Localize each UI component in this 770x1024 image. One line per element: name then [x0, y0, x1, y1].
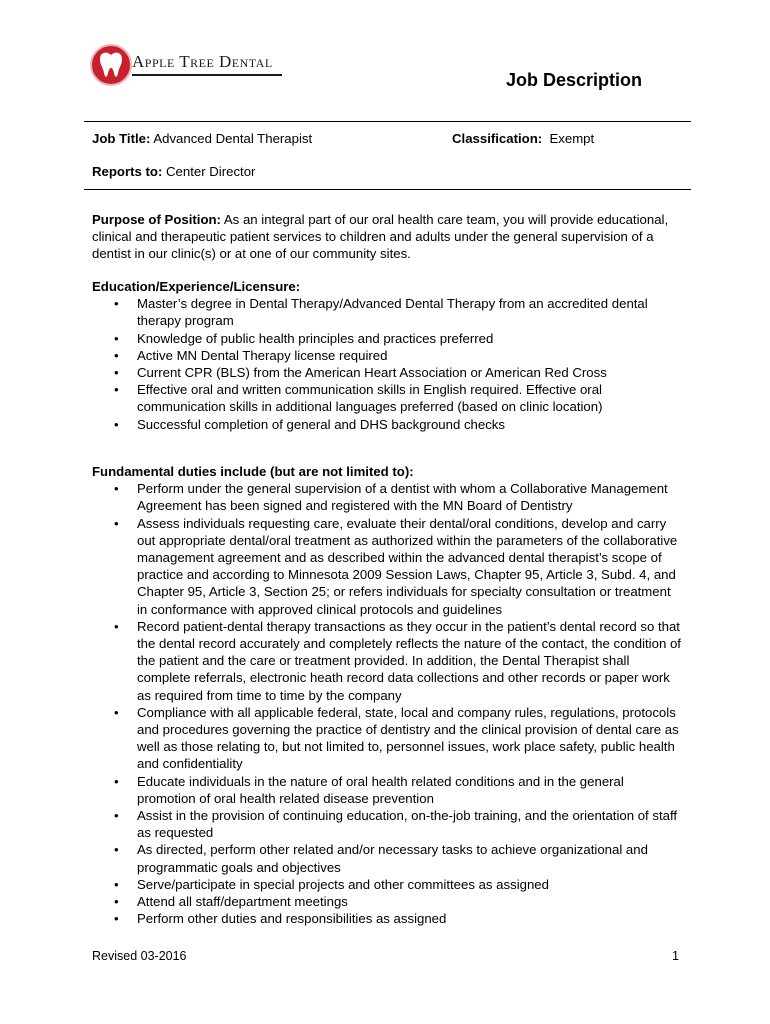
- job-title-field: [92, 131, 312, 146]
- duties-heading: Fundamental duties include (but are not limited to):: [92, 464, 414, 479]
- document-title: Job Description: [505, 70, 642, 90]
- reports-to-label: Reports to:: [92, 164, 163, 179]
- logo-underline: [132, 74, 282, 76]
- list-item: • Knowledge of public health principles and practices preferred: [92, 330, 682, 347]
- logo-wordmark: Apple Tree Dental: [132, 52, 273, 71]
- list-item: • Successful completion of general and DHS background checks: [92, 416, 682, 433]
- job-title-label: Job Title:: [92, 131, 151, 146]
- education-heading: Education/Experience/Licensure:: [92, 279, 301, 294]
- list-item: • Educate individuals in the nature of oral health related conditions and in the general promotion of oral health related disease prevention: [92, 773, 682, 807]
- list-item: • Serve/participate in special projects and other committees as assigned: [92, 876, 682, 893]
- purpose-section: [92, 211, 682, 263]
- reports-to-field: [92, 164, 255, 179]
- list-item: • As directed, perform other related and/or necessary tasks to achieve organizational and programmatic goals and objectives: [92, 841, 682, 875]
- job-title-value: Advanced Dental Therapist: [153, 131, 313, 146]
- page-number: 1: [672, 949, 679, 963]
- top-divider: [84, 121, 691, 122]
- list-item: • Record patient-dental therapy transactions as they occur in the patient’s dental record so that the dental record accurately and completely reflects the nature of the contact, the condition of the patient and the care or treatment provided. In addition, the Dental Therapist shall complete referrals, electronic heath record data collections and other records or paper work as required from time to time by the company: [92, 618, 682, 704]
- list-item: • Effective oral and written communication skills in English required. Effective oral communication skills in additional languages preferred (based on clinic location): [92, 381, 682, 415]
- list-item: • Perform other duties and responsibilities as assigned: [92, 910, 682, 927]
- list-item: • Compliance with all applicable federal, state, local and company rules, regulations, protocols and procedures governing the practice of dentistry and the clinical provision of dental care as well as those relating to, but not limited to, personnel issues, work place safety, public health and confidentiality: [92, 704, 682, 773]
- classification-value: Exempt: [549, 131, 595, 146]
- list-item: • Master’s degree in Dental Therapy/Advanced Dental Therapy from an accredited dental therapy program: [92, 295, 682, 329]
- purpose-text: As an integral part of our oral health care team, you will provide educational, clinical and therapeutic patient services to children and adults under the general supervision of a dentist in our clinic(s) or at one of our community sites.: [92, 212, 669, 262]
- list-item: • Assist in the provision of continuing education, on-the-job training, and the orientation of staff as requested: [92, 807, 682, 841]
- duties-section: [92, 463, 682, 927]
- list-item: • Assess individuals requesting care, evaluate their dental/oral conditions, develop and carry out appropriate dental/oral treatment as authorized within the parameters of the collaborative management agreement and as described within the advanced dental therapist’s scope of practice and according to Minnesota 2009 Session Laws, Chapter 95, Article 3, Subd. 4, and Chapter 95, Article 3, Section 25; or refers individuals for specialty consultation or treatment in conformance with approved clinical protocols and guidelines: [92, 515, 682, 618]
- list-item: • Active MN Dental Therapy license required: [92, 347, 682, 364]
- revision-date: Revised 03-2016: [92, 949, 187, 963]
- education-list: [92, 295, 682, 433]
- duties-list: [92, 480, 682, 927]
- list-item: • Current CPR (BLS) from the American Heart Association or American Red Cross: [92, 364, 682, 381]
- list-item: • Attend all staff/department meetings: [92, 893, 682, 910]
- purpose-label: Purpose of Position:: [92, 212, 221, 227]
- tooth-logo-icon: [90, 44, 132, 86]
- classification-label: Classification:: [452, 131, 543, 146]
- header-bottom-divider: [84, 189, 691, 190]
- list-item: • Perform under the general supervision of a dentist with whom a Collaborative Management Agreement has been signed and registered with the MN Board of Dentistry: [92, 480, 682, 514]
- classification-field: [452, 131, 594, 146]
- company-logo: [90, 44, 280, 88]
- reports-to-value: Center Director: [166, 164, 256, 179]
- education-section: [92, 278, 682, 433]
